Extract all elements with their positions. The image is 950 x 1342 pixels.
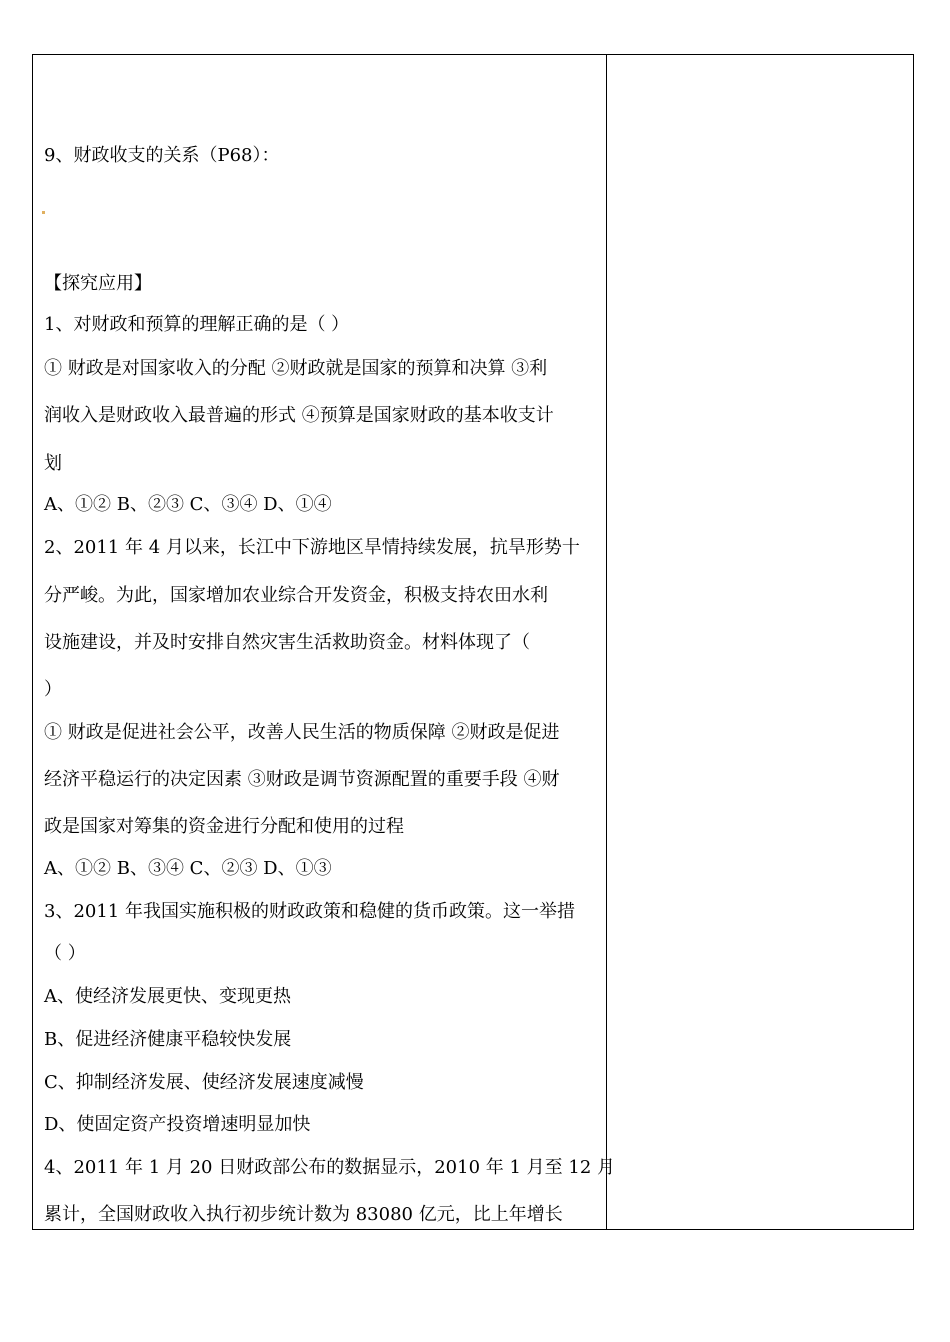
question-3-option-a: A、使经济发展更快、变现更热 bbox=[44, 986, 291, 1007]
question-3-line: （ ） bbox=[44, 943, 86, 964]
question-2-line: 经济平稳运行的决定因素 ③财政是调节资源配置的重要手段 ④财 bbox=[44, 769, 560, 790]
decorative-dot bbox=[42, 211, 45, 214]
question-1-line: ① 财政是对国家收入的分配 ②财政就是国家的预算和决算 ③利 bbox=[44, 358, 548, 379]
question-3-option-d: D、使固定资产投资增速明显加快 bbox=[44, 1114, 311, 1135]
question-2-line: 设施建设，并及时安排自然灾害生活救助资金。材料体现了（ bbox=[44, 632, 530, 653]
column-divider bbox=[606, 54, 607, 1230]
question-3-option-c: C、抑制经济发展、使经济发展速度减慢 bbox=[44, 1072, 364, 1093]
question-2-line: 政是国家对筹集的资金进行分配和使用的过程 bbox=[44, 816, 404, 837]
question-2-options: A、①② B、③④ C、②③ D、①③ bbox=[44, 858, 332, 879]
question-1-stem: 1、对财政和预算的理解正确的是（ ） bbox=[44, 314, 350, 335]
question-2-line: ） bbox=[44, 679, 62, 700]
question-2-line: ① 财政是促进社会公平，改善人民生活的物质保障 ②财政是促进 bbox=[44, 722, 560, 743]
exercise-title: 【探究应用】 bbox=[44, 273, 152, 294]
question-3-option-b: B、促进经济健康平稳较快发展 bbox=[44, 1029, 292, 1050]
section-heading: 9、财政收支的关系（P68）： bbox=[44, 145, 280, 166]
question-2-line: 分严峻。为此，国家增加农业综合开发资金，积极支持农田水利 bbox=[44, 585, 548, 606]
question-4-line: 累计，全国财政收入执行初步统计数为 83080 亿元，比上年增长 bbox=[44, 1204, 563, 1225]
question-4-stem: 4、2011 年 1 月 20 日财政部公布的数据显示，2010 年 1 月至 12 月 bbox=[44, 1157, 615, 1178]
question-1-line: 润收入是财政收入最普遍的形式 ④预算是国家财政的基本收支计 bbox=[44, 405, 554, 426]
question-2-stem: 2、2011 年 4 月以来，长江中下游地区旱情持续发展，抗旱形势十 bbox=[44, 537, 580, 558]
question-1-line: 划 bbox=[44, 453, 62, 474]
question-1-options: A、①② B、②③ C、③④ D、①④ bbox=[44, 494, 332, 515]
question-3-stem: 3、2011 年我国实施积极的财政政策和稳健的货币政策。这一举措 bbox=[44, 901, 575, 922]
